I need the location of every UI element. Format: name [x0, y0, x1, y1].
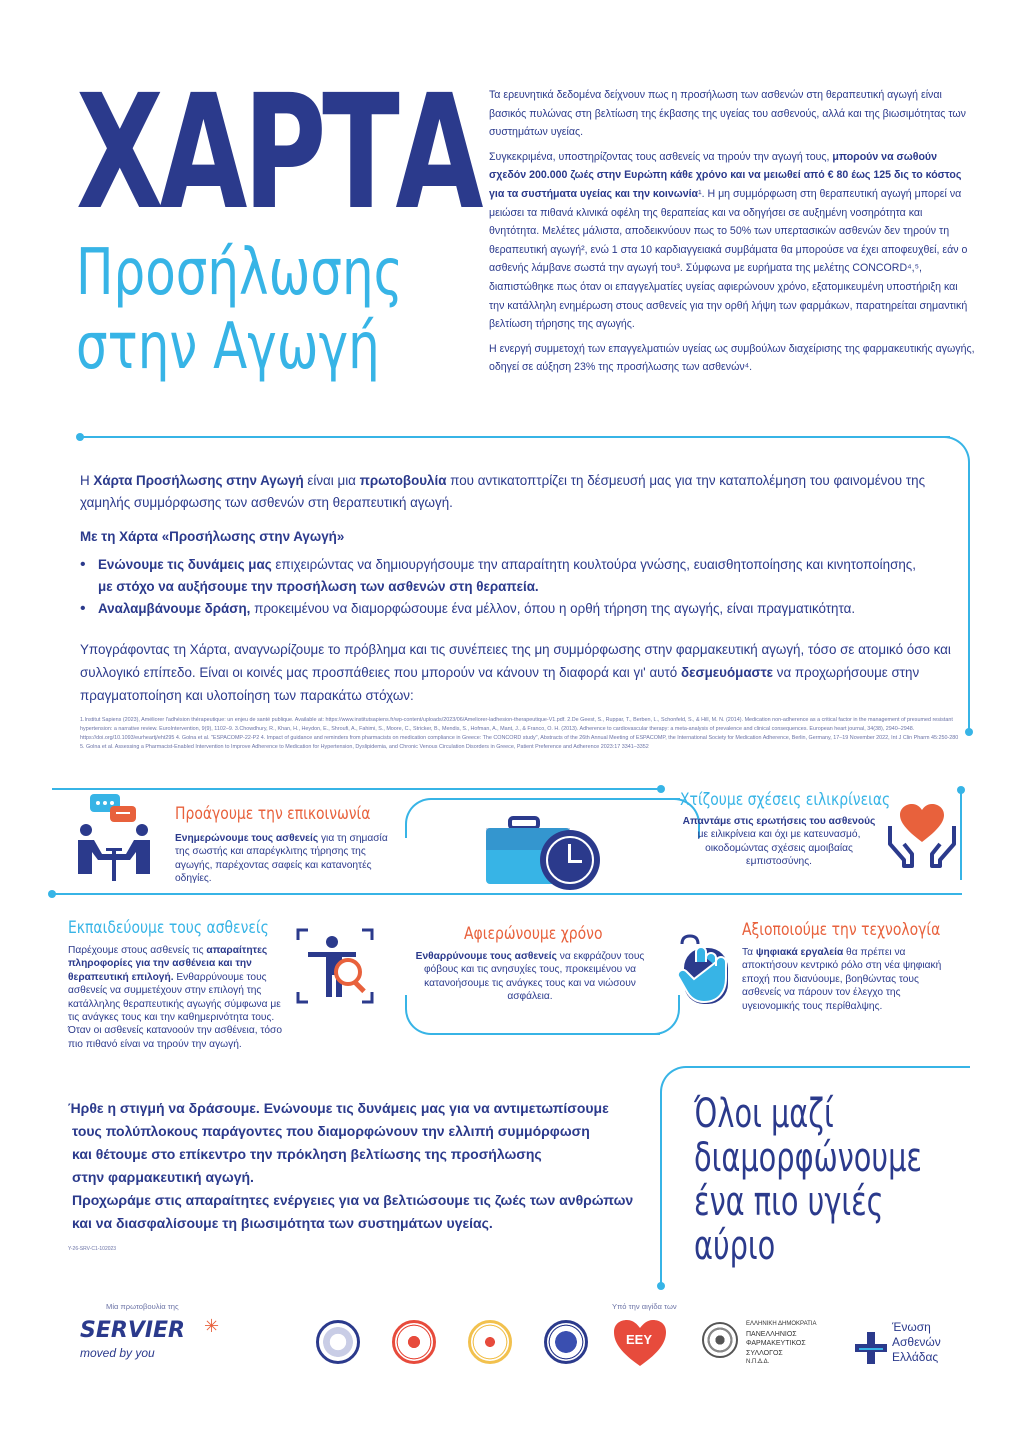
slogan	[694, 1092, 922, 1268]
time-title: Αφιερώνουμε χρόνο	[464, 924, 603, 944]
servier-logo	[80, 1318, 230, 1362]
pfs-line-2: ΠΑΝΕΛΛΗΝΙΟΣ	[746, 1330, 797, 1338]
sec-dot-top-left	[657, 785, 665, 793]
pfs-line-4: ΣΥΛΛΟΓΟΣ	[746, 1349, 783, 1357]
technology-title: Αξιοποιούμε την τεχνολογία	[742, 920, 941, 940]
sec-line-top-left	[52, 788, 660, 790]
heart-hands-icon	[886, 802, 958, 868]
intro-text	[489, 86, 975, 383]
eey-text: EEY	[626, 1332, 653, 1347]
diabetes-society-seal-icon	[544, 1320, 588, 1364]
cta-line-3: και θέτουμε στο επίκεντρο την πρόκληση βελτίωσης της προσήλωσης	[72, 1146, 542, 1162]
frame-dot-right	[965, 728, 973, 736]
sec-dot-right-top	[957, 786, 965, 794]
bullet-item-2	[80, 598, 960, 620]
frame-line-right	[968, 476, 970, 730]
page-subtitle-line1: Προσήλωσης	[76, 236, 403, 310]
document-code: Y-26-SRV-C1-102023	[68, 1246, 117, 1252]
intro-p2-a: Συγκεκριμένα, υποστηρίζοντας τους ασθενείς να τηρούν την αγωγή τους,	[489, 150, 833, 163]
union-line-2: Ασθενών	[892, 1335, 941, 1349]
slogan-line-2: διαμορφώνουμε	[694, 1135, 922, 1181]
sec-line-mid-top	[440, 798, 680, 800]
slogan-line-1: Όλοι μαζί	[694, 1091, 834, 1137]
mid-p2-a: Υπογράφοντας τη Χάρτα, αναγνωρίζουμε το πρόβλημα και τις συνέπειες της μη συμμόρφωσης στην φαρμακευτική αγωγή, τόσο σε ατομικό όσο και συλλογικό επίπεδο. Είναι οι κοινές μας προσπάθειες που μπορούν να κάνουν τη διαφορά και γι' αυτό	[80, 642, 951, 680]
communication-icon	[66, 792, 162, 884]
cta-line-2: τους πολύπλοκους παράγοντες που διαμορφώνουν την ελλιπή συμμόρφωση	[72, 1123, 590, 1139]
bullet-item-1	[80, 554, 960, 598]
auspices-label: Υπό την αιγίδα των	[612, 1302, 677, 1311]
technology-text-b: θα πρέπει να αποκτήσουν κεντρικό ρόλο στη νέα ψηφιακή εποχή που διανύουμε, βοηθώντας τους ασθενείς να πάρουν τον έλεγχο της υγειονομικής τους περίθαλψης.	[742, 947, 942, 1012]
intro-paragraph-1: Τα ερευνητικά δεδομένα δείχνουν πως η προσήλωση των ασθενών στη θεραπευτική αγωγή είναι βασικός πυλώνας στη βελτίωση της έκβασης της υγείας του ασθενούς, αλλά και της βιωσιμότητας των συστημάτων υγείας.	[489, 89, 966, 139]
mid-p1-c: είναι μια	[303, 473, 360, 488]
references: 1.Institut Sapiens (2023), Améliorer l'adhésion thérapeutique: un enjeu de santé publique. Available at: https://www.institutsapiens.fr/wp-content/uploads/2023/06/Ameliorer-ladhesion-therapeutique-V1.pdf. 2.De Geest, S., Ruppar, T., Berben, L., Schonfeld, S., & Hill, M. N. (2014). Medication non-adherence as a critical factor in the management of presumed resistant hypertension: a narrative review. EuroIntervention, 9(9), 1102–9. 3.Chowdhury, R., Khan, H., Heydon, E., Shroufi, A., Fahimi, S., Moore, C., Stricker, B., Mendis, S., Hofman, A., Mant, J., & Franco, O. H. (2013). Adherence to cardiovascular therapy: a meta-analysis of prevalence and clinical consequences. European heart journal, 34(38), 2940–2948. https://doi.org/10.1093/eurheartj/eht295 4. Golna et al. "ESPACOMP-22-P2 4. Impact of guidance and reminders from pharmacists on medication compliance in Greece: The CONCORD study", Abstracts of the 26th Annual Meeting of ESPACOMP, the International Society for Medication Adherence, Berlin, Germany, 17–19 November 2022, Int J Clin Pharm 45:250-280 5. Golna et al. Assessing a Pharmacist-Enabled Intervention to Improve Adherence to Medication for Hypertension, Dyslipidemia, and Chronic Venous Circulation Disorders in Greece, Patient Preference and Adherence 2023:17 3341–3352	[80, 717, 959, 750]
communication-text	[175, 832, 395, 886]
call-to-action	[68, 1097, 648, 1235]
charter-intro	[80, 470, 960, 514]
cta-line-4: στην φαρμακευτική αγωγή.	[72, 1169, 254, 1185]
sec-dot-h-left	[48, 890, 56, 898]
communication-text-body: για τη σημασία της σωστής και απαρέγκλιτης τήρησης της αγωγής, παρέχοντας σαφείς και κατανοητές οδηγίες.	[175, 833, 388, 885]
mid-p2-c: να προχωρήσουμε στην πραγματοποίηση και υλοποίηση των παρακάτω στόχων:	[80, 665, 920, 703]
mid-p1-e: που αντικατοπτρίζει τη δέσμευσή μας για την καταπολέμηση του φαινομένου της χαμηλής συμμόρφωσης των ασθενών στη θεραπευτική αγωγή.	[80, 473, 926, 510]
b2-bold: Αναλαμβάνουμε δράση,	[98, 601, 251, 616]
servier-star-icon: ✳	[204, 1316, 220, 1336]
cta-line-1: Ήρθε η στιγμή να δράσουμε. Ενώνουμε τις δυνάμεις μας για να αντιμετωπίσουμε	[68, 1100, 609, 1116]
sec-corner-bottom-right	[640, 995, 680, 1035]
union-line-3: Ελλάδας	[892, 1350, 939, 1364]
technology-text	[742, 946, 950, 1013]
initiative-label: Μία πρωτοβουλία της	[106, 1302, 179, 1311]
education-text-a: Παρέχουμε στους ασθενείς τις	[68, 945, 207, 956]
patients-union-text	[892, 1320, 941, 1365]
education-title: Εκπαιδεύουμε τους ασθενείς	[68, 918, 269, 938]
relations-text-body: με ειλικρίνεια και όχι με κατευνασμό, οικοδομώντας σχέσεις αμοιβαίας εμπιστοσύνης.	[697, 829, 861, 868]
time-text	[415, 950, 645, 1004]
relations-text	[680, 815, 878, 869]
mouse-hand-icon	[676, 934, 742, 1008]
sec-line-bottom-mid	[440, 1033, 660, 1035]
page-title: ΧΑΡΤΑ	[76, 61, 480, 245]
slogan-line-4: αύριο	[694, 1223, 776, 1269]
slogan-dot	[657, 1282, 665, 1290]
b2-text: προκειμένου να διαμορφώσουμε ένα μέλλον, όπου η ορθή τήρηση της αγωγής, είναι πραγματικότητα.	[250, 601, 856, 616]
sec-line-right-top	[960, 790, 962, 880]
education-text-b: Ενθαρρύνουμε τους ασθενείς να συμμετέχουν στην επιλογή της κατάλληλης θεραπευτικής αγωγής σύμφωνα με τις ανάγκες τους και την καθημερινότητα τους. Όταν οι ασθενείς κατανοούν την ασθένεια, τόσο πιο πιθανό είναι να τηρούν την αγωγή.	[68, 971, 283, 1050]
b1-bold: Ενώνουμε τις δυνάμεις μας	[98, 557, 272, 572]
patients-union-logo-icon	[855, 1332, 887, 1364]
pfs-line-3: ΦΑΡΜΑΚΕΥΤΙΚΟΣ	[746, 1340, 806, 1347]
mid-p2-b: δεσμευόμαστε	[680, 665, 774, 680]
intro-paragraph-3: Η ενεργή συμμετοχή των επαγγελματιών υγείας ως συμβούλων διαχείρισης της φαρμακευτικής αγωγής, οδηγεί σε αύξηση 23% της προσήλωσης των ασθενών⁴.	[489, 342, 975, 374]
union-line-1: Ένωση	[892, 1320, 931, 1334]
intro-p2-c: ¹. Η μη συμμόρφωση στη θεραπευτική αγωγή μπορεί να μειώσει τα πιθανά κλινικά οφέλη της θεραπείας και να οδηγήσει σε αυξημένη νοσηρότητα και θνητότητα. Μελέτες μάλιστα, αποδεικνύουν πως το 50% των υπερτασικών ασθενών δεν τηρούν τη θεραπευτική αγωγή², ενώ 1 στα 10 καρδιαγγειακά συμβάματα θα μπορούσε να έχει αποφευχθεί, εάν ο ασθενής λάμβανε σωστά την αγωγή του³. Σύμφωνα με ευρήματα της μελέτης CONCORD⁴,⁵, διαπιστώθηκε πως όταν οι επαγγελματίες υγείας αφιερώνουν χρόνο, εξατομικευμένη υποστήριξη και την κατάλληλη ενημέρωση στους ασθενείς για την ορθή λήψη των φαρμάκων, παρατηρείται σημαντική βελτίωση τήρησης της αγωγής.	[489, 187, 968, 331]
communication-text-bold: Ενημερώνουμε τους ασθενείς	[175, 833, 319, 844]
briefcase-clock-icon	[484, 816, 604, 896]
charter-description	[80, 470, 960, 707]
mid-p1-d: πρωτοβουλία	[359, 473, 447, 488]
frame-line-top	[80, 436, 950, 438]
mid-p1-b: Χάρτα Προσήλωσης στην Αγωγή	[93, 473, 304, 488]
relations-text-bold: Απαντάμε στις ερωτήσεις του ασθενούς	[682, 816, 876, 827]
intro-p2-bold: μπορούν να σωθούν σχεδόν 200.000 ζωές στην Ευρώπη κάθε χρόνο και να μειωθεί από € 80 έως 125 δις το κόστος για τα συστήματα υγείας και την κοινωνία	[489, 150, 962, 200]
pfs-text	[746, 1320, 816, 1368]
charter-commitment	[80, 638, 960, 707]
slogan-line-3: ένα πιο υγιές	[694, 1179, 884, 1225]
atherosclerosis-society-seal-icon	[468, 1320, 512, 1364]
greek-emblem-icon	[702, 1322, 738, 1358]
mid-p1-a: Η	[80, 473, 94, 488]
pfs-line-5: Ν.Π.Δ.Δ.	[746, 1359, 770, 1365]
cta-line-5: Προχωράμε στις απαραίτητες ενέργειες για να βελτιώσουμε τις ζωές των ανθρώπων	[72, 1192, 634, 1208]
eey-logo	[612, 1318, 668, 1368]
education-text	[68, 944, 294, 1051]
frame-dot-left	[76, 433, 84, 441]
education-text-bold: απαραίτητες πληροφορίες για την ασθένεια και την θεραπευτική επιλογή.	[68, 945, 268, 983]
pfs-line-1: ΕΛΛΗΝΙΚΗ ΔΗΜΟΚΡΑΤΙΑ	[746, 1321, 817, 1327]
page-subtitle-line2: στην Αγωγή	[76, 310, 380, 384]
technology-text-bold: ψηφιακά εργαλεία	[755, 947, 844, 958]
cardiology-society-seal-icon	[392, 1320, 436, 1364]
servier-brand: SERVIER	[80, 1318, 185, 1343]
charter-heading: Με τη Χάρτα «Προσήλωσης στην Αγωγή»	[80, 529, 345, 544]
intro-paragraph-2	[489, 148, 975, 334]
technology-text-a: Τα	[742, 947, 756, 958]
relations-title: Χτίζουμε σχέσεις ειλικρίνειας	[680, 790, 891, 810]
athens-medical-seal-icon	[316, 1320, 360, 1364]
b1-bold-2: με στόχο να αυξήσουμε την προσήλωση των ασθενών στη θεραπεία.	[98, 579, 539, 594]
charter-bullets	[80, 554, 960, 620]
b1-text: επιχειρώντας να δημιουργήσουμε την απαραίτητη κουλτούρα γνώσης, ευαισθητοποίησης και κινητοποίησης,	[271, 557, 916, 572]
cta-line-6: και να διασφαλίσουμε τη βιωσιμότητα των συστημάτων υγείας.	[72, 1215, 493, 1231]
servier-tagline: moved by you	[80, 1346, 155, 1360]
time-text-bold: Ενθαρρύνουμε τους ασθενείς	[415, 951, 557, 962]
communication-title: Προάγουμε την επικοινωνία	[175, 804, 371, 824]
sec-corner-left	[405, 798, 445, 838]
person-search-icon	[296, 928, 374, 1004]
time-text-body: να εκφράζουν τους φόβους και τις ανησυχίες τους, προκειμένου να κατανοήσουμε τις ανάγκες τους και να νιώσουν ασφάλεια.	[423, 951, 645, 1003]
